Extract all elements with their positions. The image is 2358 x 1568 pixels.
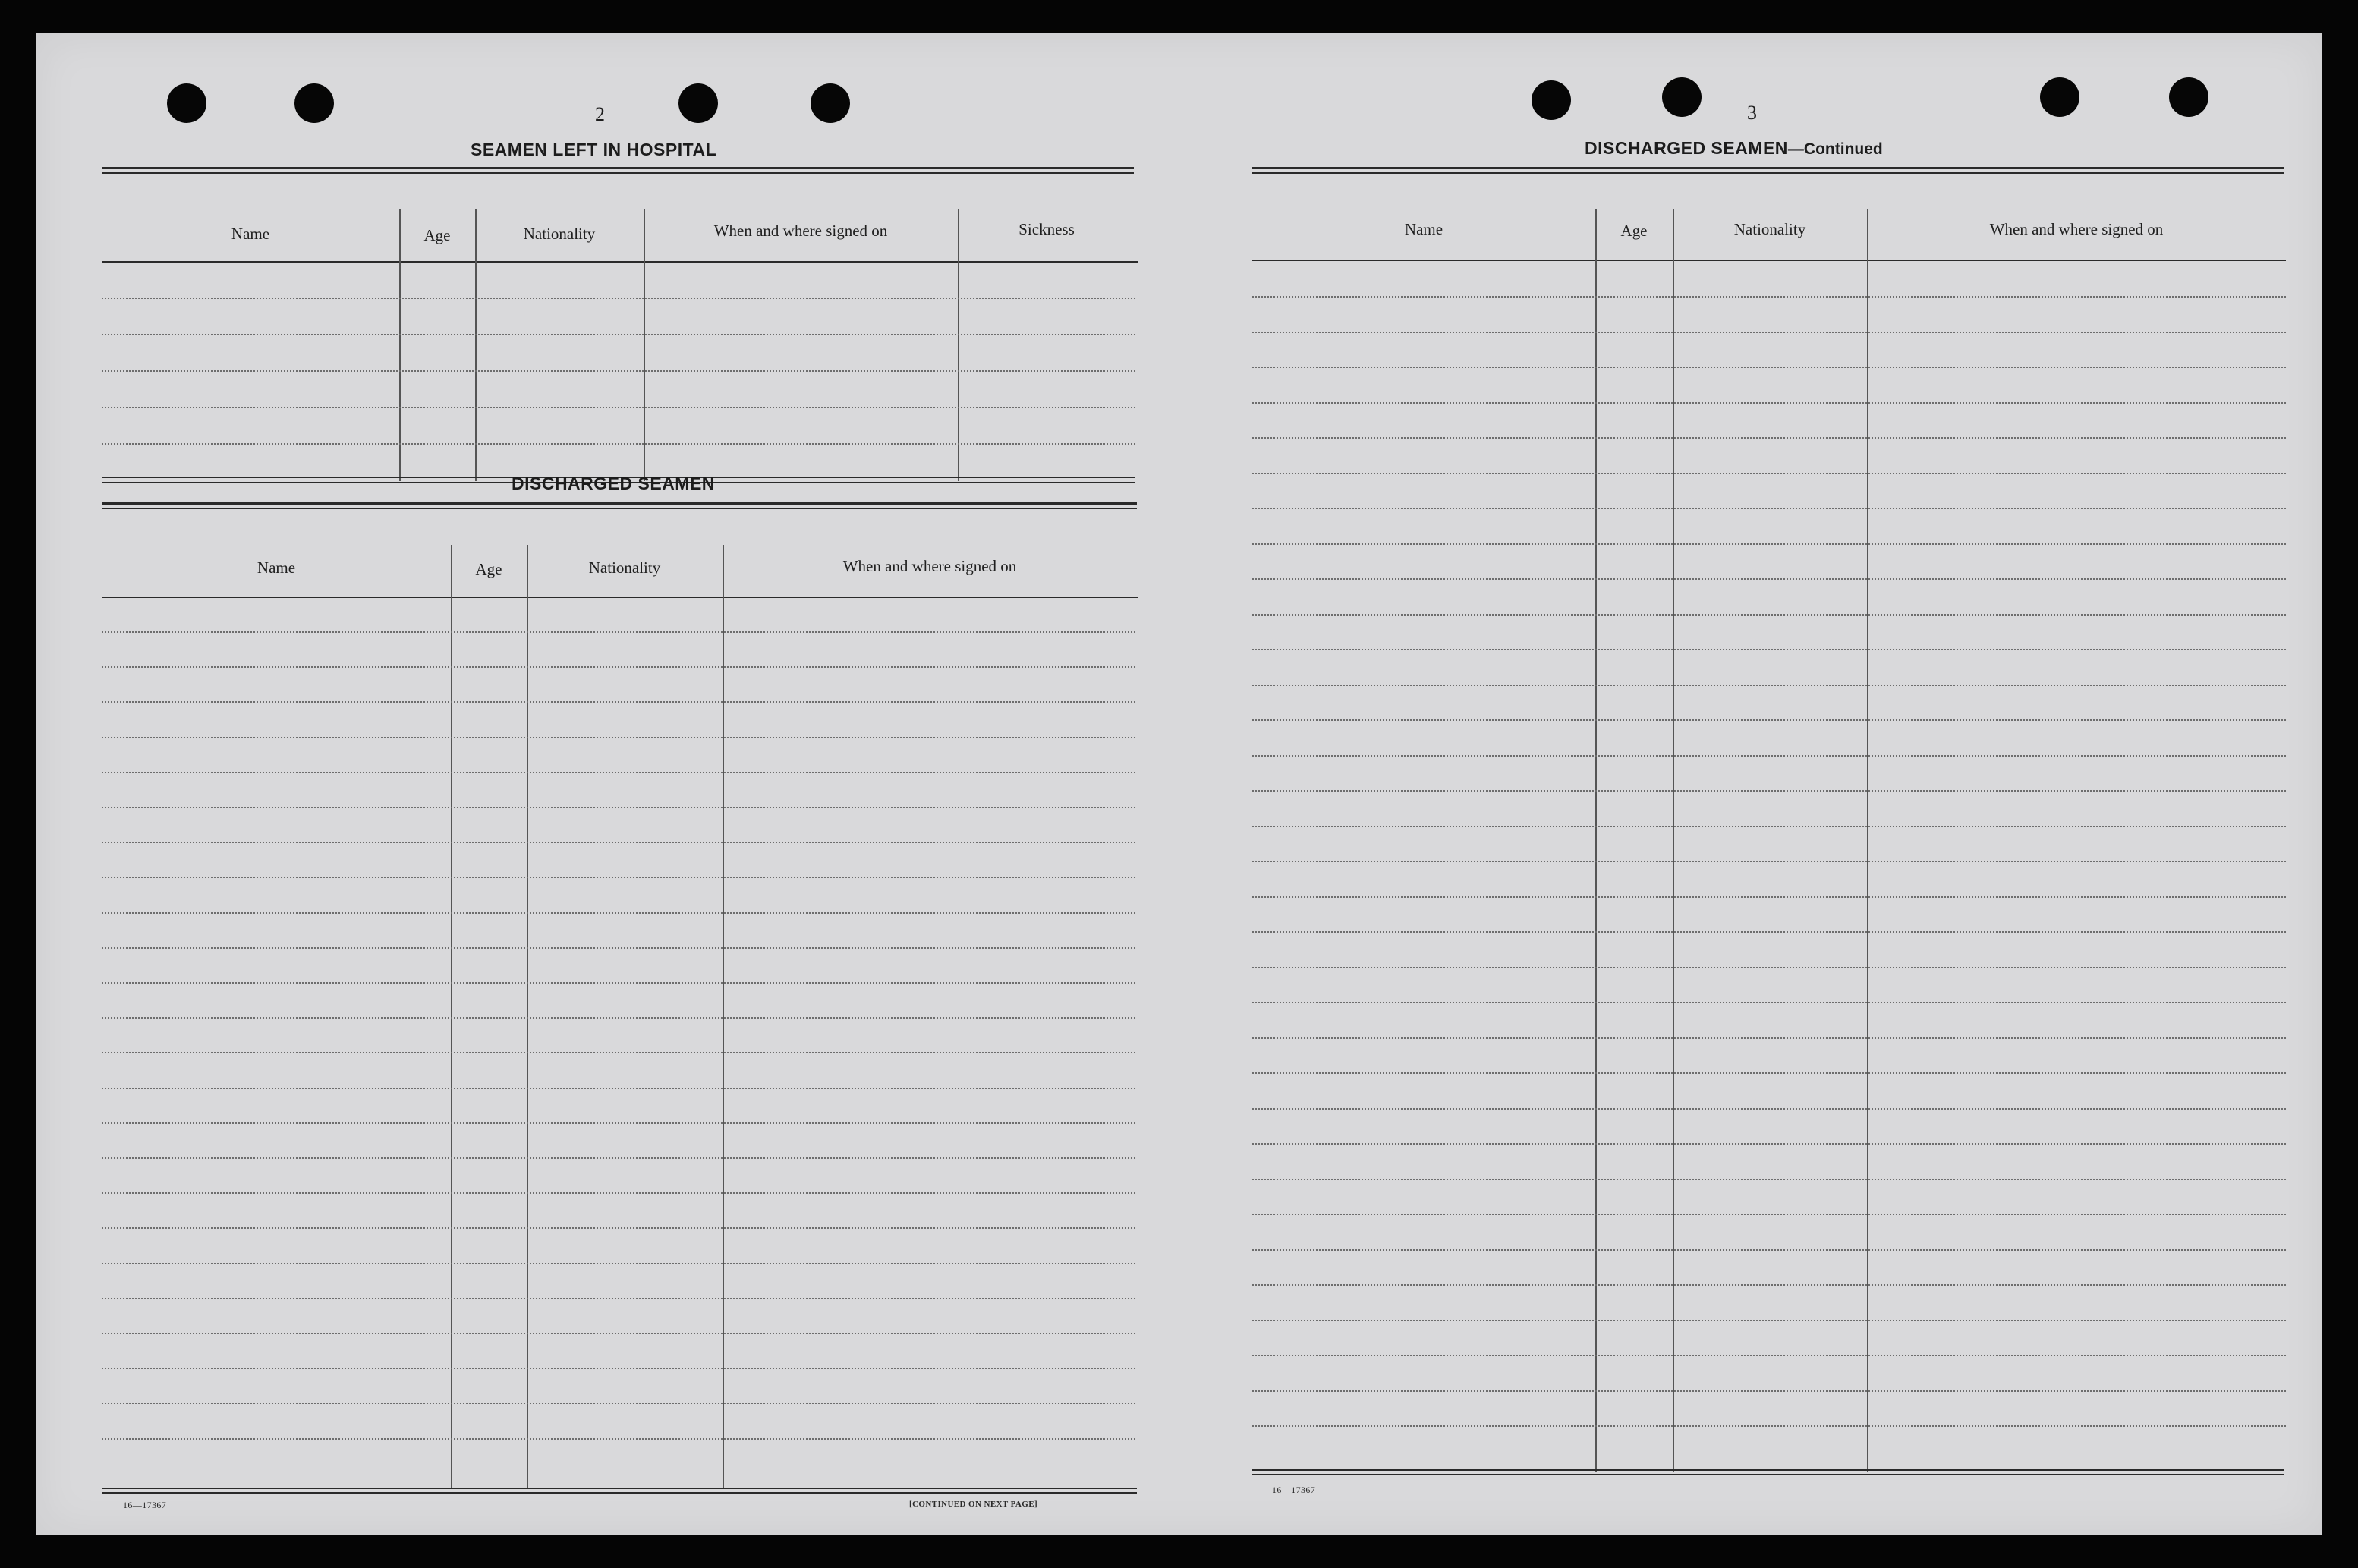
discharged-title-text: DISCHARGED SEAMEN	[1585, 138, 1788, 158]
ruled-line	[102, 737, 1135, 738]
ruled-line	[1252, 1284, 2286, 1286]
ruled-line	[1252, 861, 2286, 862]
ruled-line	[102, 1298, 1135, 1299]
punch-hole	[678, 83, 718, 123]
ruled-line	[1252, 649, 2286, 650]
col-header-sickness: Sickness	[1018, 220, 1075, 238]
ruled-line	[1252, 367, 2286, 368]
discharged-table	[102, 502, 1138, 1493]
ruled-line	[1252, 1037, 2286, 1039]
ruled-line	[1252, 826, 2286, 827]
ruled-line	[1252, 578, 2286, 580]
col-header-age: Age	[1620, 222, 1648, 240]
ruled-line	[1252, 685, 2286, 686]
ruled-line	[1252, 296, 2286, 298]
punch-hole	[811, 83, 850, 123]
col-header-name: Name	[1404, 220, 1443, 238]
ruled-line	[1252, 1425, 2286, 1427]
ruled-line	[102, 982, 1135, 984]
ruled-line	[1252, 1002, 2286, 1003]
ruled-line	[1252, 755, 2286, 757]
ruled-line	[102, 912, 1135, 914]
ruled-line	[1252, 437, 2286, 439]
ruled-line	[102, 1403, 1135, 1404]
document-sheet	[36, 33, 2322, 1535]
ruled-line	[1252, 508, 2286, 509]
ruled-line	[1252, 543, 2286, 545]
punch-hole	[1532, 80, 1571, 120]
ruled-line	[1252, 967, 2286, 968]
punch-hole	[294, 83, 334, 123]
ruled-line	[102, 701, 1135, 703]
ruled-line	[1252, 473, 2286, 474]
ruled-line	[1252, 790, 2286, 792]
discharged-section-title: DISCHARGED SEAMEN	[512, 474, 715, 493]
page-number-left: 2	[595, 103, 605, 125]
ruled-line	[102, 1192, 1135, 1194]
ruled-line	[1252, 614, 2286, 616]
col-header-age: Age	[423, 226, 451, 244]
continued-suffix: —Continued	[1787, 140, 1883, 158]
page-number-right: 3	[1747, 102, 1757, 124]
col-header-signed-on: When and where signed on	[842, 557, 1017, 575]
ruled-line	[102, 1088, 1135, 1089]
ruled-line	[102, 1017, 1135, 1019]
ruled-line	[102, 1122, 1135, 1124]
hospital-table	[102, 167, 1135, 486]
discharged-continued-title	[1585, 138, 1883, 159]
ruled-line	[102, 842, 1135, 843]
ruled-line	[102, 1157, 1135, 1159]
ruled-line	[102, 1368, 1135, 1369]
form-number-left: 16—17367	[123, 1500, 167, 1510]
ruled-line	[102, 631, 1135, 633]
ruled-line	[102, 877, 1135, 878]
col-header-nationality: Nationality	[588, 559, 661, 577]
ruled-line	[1252, 1214, 2286, 1215]
ruled-line	[1252, 896, 2286, 898]
col-header-signed-on: When and where signed on	[1989, 220, 2164, 238]
ruled-line	[1252, 1355, 2286, 1356]
ruled-line	[1252, 332, 2286, 333]
col-header-signed-on: When and where signed on	[713, 222, 888, 240]
ruled-line	[1252, 1108, 2286, 1110]
punch-hole	[167, 83, 206, 123]
discharged-continued-table	[1252, 167, 2286, 1480]
form-number-right: 16—17367	[1272, 1485, 1316, 1495]
ruled-line	[1252, 1390, 2286, 1392]
punch-hole	[1662, 77, 1702, 117]
punch-hole	[2040, 77, 2079, 117]
ruled-line	[102, 1263, 1135, 1264]
continued-note: [CONTINUED ON NEXT PAGE]	[909, 1500, 1038, 1509]
ruled-line	[102, 947, 1135, 949]
col-header-name: Name	[257, 559, 296, 577]
ruled-line	[102, 1227, 1135, 1229]
col-header-name: Name	[231, 225, 270, 243]
ruled-line	[1252, 1179, 2286, 1180]
col-header-age: Age	[475, 560, 502, 578]
punch-hole	[2169, 77, 2208, 117]
ruled-line	[102, 772, 1135, 773]
ruled-line	[102, 1333, 1135, 1334]
col-header-nationality: Nationality	[523, 225, 596, 243]
ruled-line	[1252, 1072, 2286, 1074]
ruled-line	[1252, 1143, 2286, 1145]
ruled-line	[1252, 1249, 2286, 1251]
ruled-line	[1252, 719, 2286, 721]
hospital-section-title: SEAMEN LEFT IN HOSPITAL	[471, 140, 717, 159]
ruled-line	[102, 1438, 1135, 1440]
ruled-line	[1252, 1320, 2286, 1321]
ruled-line	[1252, 931, 2286, 933]
ruled-line	[1252, 402, 2286, 404]
col-header-nationality: Nationality	[1733, 220, 1806, 238]
ruled-line	[102, 1052, 1135, 1053]
ruled-line	[102, 666, 1135, 668]
ruled-line	[102, 807, 1135, 808]
